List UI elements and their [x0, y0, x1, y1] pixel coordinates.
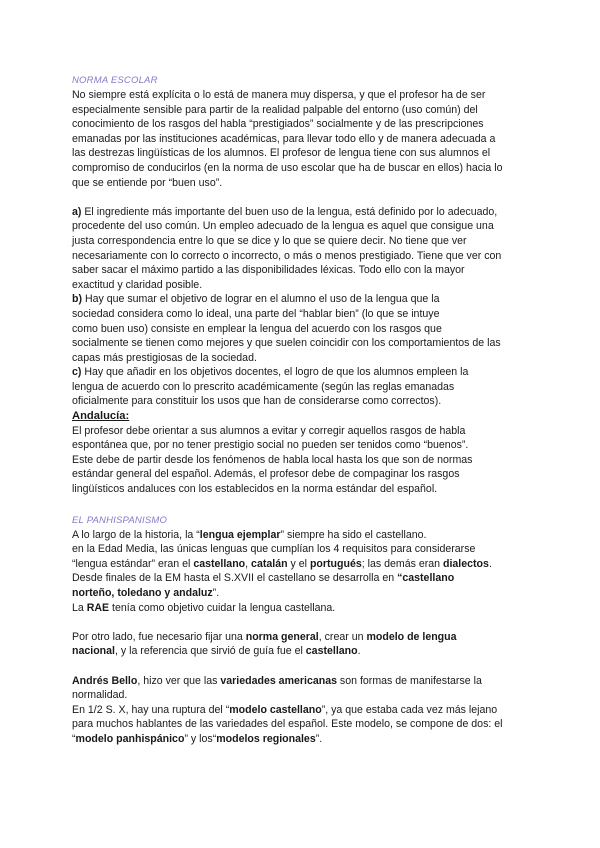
text-line: a) El ingrediente más importante del buen uso de la lengua, está definido por lo adecuado, — [72, 205, 498, 218]
text-line: justa correspondencia entre lo que se dice y lo que se quiere decir. No tiene que ver — [72, 234, 467, 247]
text-line: saber sacar el máximo partido a las disponibilidades léxicas. Todo ello con la mayor — [72, 264, 465, 277]
text-line: c) Hay que añadir en los objetivos docentes, el logro de que los alumnos empleen la — [72, 366, 469, 379]
text-line: Andrés Bello, hizo ver que las variedades americanas son formas de manifestarse la — [72, 674, 482, 687]
andalucia-paragraph — [72, 424, 532, 497]
text-line: conocimiento de los rasgos del habla “prestigiados” socialmente y de las prescripciones — [72, 118, 484, 131]
text-line: sociedad considera como lo ideal, una parte del “hablar bien” (lo que se intuye — [72, 307, 440, 320]
text-line: En 1/2 S. X, hay una ruptura del “modelo castellano”, ya que estaba cada vez más lejano — [72, 703, 498, 716]
text-line: especialmente sensible para partir de la realidad palpable del entorno (uso común) del — [72, 103, 478, 116]
text-line: “lengua estándar” eran el castellano, catalán y el portugués; las demás eran dialectos. — [72, 557, 492, 570]
norma-general-paragraph — [72, 630, 532, 659]
item-label-a: a) — [72, 205, 82, 218]
paragraph-c — [72, 365, 532, 409]
text-line: como buen uso) consiste en emplear la lengua del acuerdo con los rasgos que — [72, 322, 442, 335]
text-line: No siempre está explícita o lo está de manera muy dispersa, y que el profesor ha de ser — [72, 89, 486, 101]
section-title-panhispanismo: EL PANHISPANISMO — [72, 514, 168, 526]
text-line: en la Edad Media, las únicas lenguas que cumplían los 4 requisitos para considerarse — [72, 543, 476, 556]
paragraph-a — [72, 205, 532, 293]
text-line: nacional, y la referencia que sirvió de guía fue el castellano. — [72, 645, 361, 658]
text-line: La RAE tenía como objetivo cuidar la lengua castellana. — [72, 601, 336, 614]
andres-bello-paragraph — [72, 674, 532, 747]
text-line: A lo largo de la historia, la “lengua ejemplar” siempre ha sido el castellano. — [72, 528, 427, 541]
text-line: para muchos hablantes de las variedades del español. Este modelo, se compone de dos: el — [72, 718, 503, 731]
text-line: las destrezas lingüísticas de los alumnos. El profesor de lengua tiene con sus alumnos el — [72, 147, 491, 160]
intro-paragraph — [72, 88, 532, 190]
subheading-andalucia: Andalucía: — [72, 410, 130, 423]
text-line: necesariamente con lo correcto o incorrecto, o más o menos prestigiado. Tiene que ver con — [72, 249, 502, 262]
text-line: lingüísticos andaluces con los establecidos en la norma estándar del español. — [72, 483, 438, 496]
text-line: b) Hay que sumar el objetivo de lograr en el alumno el uso de la lengua que la — [72, 293, 440, 306]
item-label-b: b) — [72, 293, 82, 306]
text-line: procedente del uso común. Un empleo adecuado de la lengua es aquel que consigue una — [72, 220, 494, 233]
text-line: exactitud y claridad posible. — [72, 278, 203, 291]
text-line: oficialmente para constituir los usos que han de considerarse como correctos). — [72, 395, 442, 408]
text-line: normalidad. — [72, 689, 128, 702]
text-line: compromiso de conducirlos (en la norma de uso escolar que ha de buscar en ellos) hacia lo — [72, 161, 503, 174]
text-line: Por otro lado, fue necesario fijar una norma general, crear un modelo de lengua — [72, 630, 457, 643]
section-title-norma-escolar: NORMA ESCOLAR — [72, 75, 158, 86]
item-label-c: c) — [72, 366, 82, 379]
text-line: estándar general del español. Además, el profesor debe de compaginar los rasgos — [72, 468, 460, 481]
text-line: capas más prestigiosas de la sociedad. — [72, 351, 257, 364]
text-line: lengua de acuerdo con lo prescrito académicamente (según las reglas emanadas — [72, 380, 455, 393]
text-line: “modelo panhispánico” y los“modelos regionales”. — [72, 732, 323, 745]
text-line: que se entiende por “buen uso”. — [72, 176, 223, 189]
text-line: norteño, toledano y andaluz”. — [72, 587, 220, 599]
text-line: socialmente se tienen como mejores y que suelen coincidir con los comportamientos de las — [72, 337, 501, 350]
panhispanismo-paragraph — [72, 528, 532, 616]
text-line: Este debe de partir desde los fenómenos de habla local hasta los que son de normas — [72, 453, 473, 466]
text-line: El profesor debe orientar a sus alumnos a evitar y corregir aquellos rasgos de habla — [72, 424, 466, 437]
text-line: espontánea que, por no tener prestigio social no pueden ser tenidos como “buenos”. — [72, 439, 469, 452]
document-content — [72, 74, 532, 747]
text-line: emanadas por las instituciones académicas, para llevar todo ello y de manera adecuada a — [72, 132, 496, 145]
paragraph-b — [72, 292, 532, 365]
text-line: Desde finales de la EM hasta el S.XVII el castellano se desarrolla en “castellano — [72, 572, 455, 585]
